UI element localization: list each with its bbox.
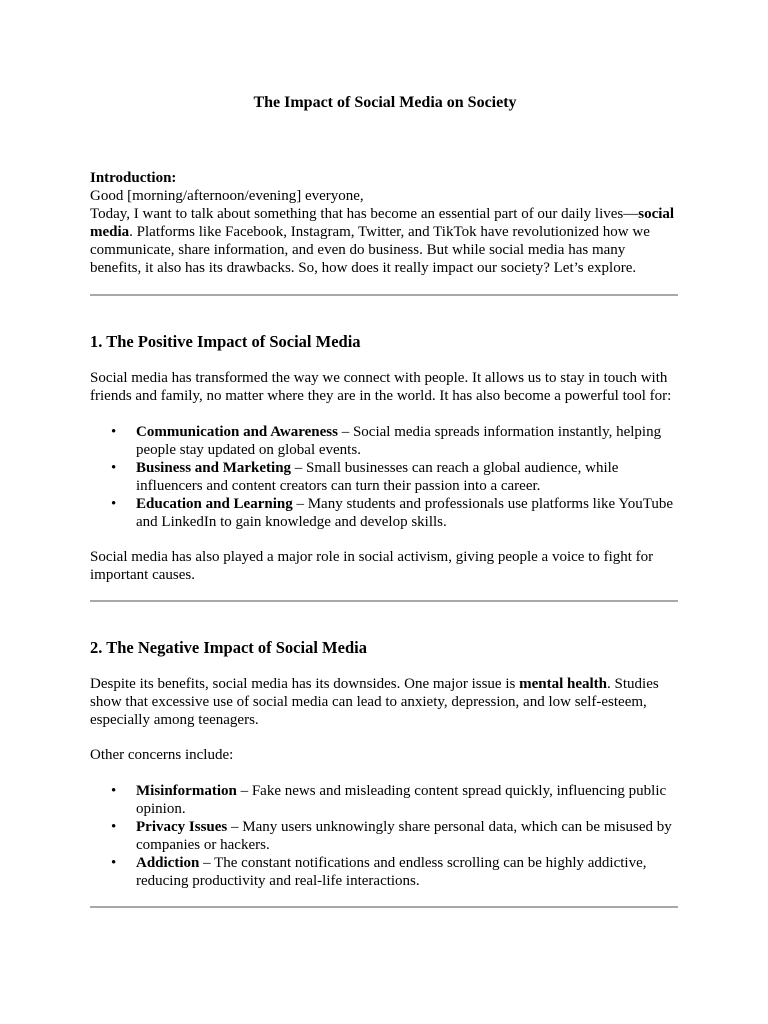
list-item-text: – Small businesses can reach a global audience, while influencers and content creators can turn their passion into a career. xyxy=(136,460,619,494)
intro-text-rest: . Platforms like Facebook, Instagram, Twitter, and TikTok have revolutionized how we communicate, share information, and even do business. But while social media has many benefits, it also has its drawbacks. So, how does it really impact our society? Let’s explore. xyxy=(90,224,650,276)
introduction-section xyxy=(90,169,680,277)
horizontal-rule xyxy=(90,906,678,908)
list-item-text: – Many users unknowingly share personal data, which can be misused by companies or hackers. xyxy=(136,819,672,853)
list-item xyxy=(90,818,680,854)
section2-paragraph xyxy=(90,675,680,729)
list-item-term: Privacy Issues xyxy=(136,819,228,835)
list-item xyxy=(90,495,680,531)
list-item-text: – Social media spreads information instantly, helping people stay updated on global events. xyxy=(136,424,662,458)
intro-bold-term: social media xyxy=(90,206,675,240)
introduction-heading: Introduction: xyxy=(90,170,177,186)
introduction-paragraph xyxy=(90,205,680,277)
list-item-text: – The constant notifications and endless scrolling can be highly addictive, reducing productivity and real-life interactions. xyxy=(136,855,647,889)
greeting-line: Good [morning/afternoon/evening] everyone, xyxy=(90,188,364,204)
list-item xyxy=(90,459,680,495)
other-concerns-line: Other concerns include: xyxy=(90,747,234,763)
list-item-term: Addiction xyxy=(136,855,200,871)
list-item-text: – Many students and professionals use platforms like YouTube and LinkedIn to gain knowledge and develop skills. xyxy=(136,496,673,530)
negative-impact-list xyxy=(90,782,680,890)
list-item-term: Communication and Awareness xyxy=(136,424,338,440)
list-item xyxy=(90,423,680,459)
list-item-term: Misinformation xyxy=(136,783,237,799)
list-item xyxy=(90,854,680,890)
positive-impact-list xyxy=(90,423,680,531)
section2-text-start: Despite its benefits, social media has its downsides. One major issue is xyxy=(90,676,520,692)
document-title: The Impact of Social Media on Society xyxy=(253,94,517,111)
bullet-icon: • xyxy=(111,460,117,476)
horizontal-rule xyxy=(90,600,678,602)
section2-text-rest: . Studies show that excessive use of social media can lead to anxiety, depression, and low self-esteem, especially among teenagers. xyxy=(90,676,659,728)
section1-heading: 1. The Positive Impact of Social Media xyxy=(90,332,361,351)
list-item-term: Education and Learning xyxy=(136,496,293,512)
bullet-icon: • xyxy=(111,783,117,799)
horizontal-rule xyxy=(90,294,678,296)
list-item-text: – Fake news and misleading content spread quickly, influencing public opinion. xyxy=(136,783,667,817)
bullet-icon: • xyxy=(111,819,117,835)
bullet-icon: • xyxy=(111,424,117,440)
bullet-icon: • xyxy=(111,496,117,512)
list-item-term: Business and Marketing xyxy=(136,460,292,476)
bullet-icon: • xyxy=(111,855,117,871)
section1-intro-paragraph: Social media has transformed the way we connect with people. It allows us to stay in touch with friends and family, no matter where they are in the world. It has also become a powerful tool for: xyxy=(90,370,672,404)
list-item xyxy=(90,782,680,818)
section2-bold-term: mental health xyxy=(519,676,608,692)
section1-closing-paragraph: Social media has also played a major role in social activism, giving people a voice to fight for important causes. xyxy=(90,549,654,583)
intro-text-start: Today, I want to talk about something that has become an essential part of our daily lives— xyxy=(90,206,639,222)
section2-heading: 2. The Negative Impact of Social Media xyxy=(90,638,367,657)
